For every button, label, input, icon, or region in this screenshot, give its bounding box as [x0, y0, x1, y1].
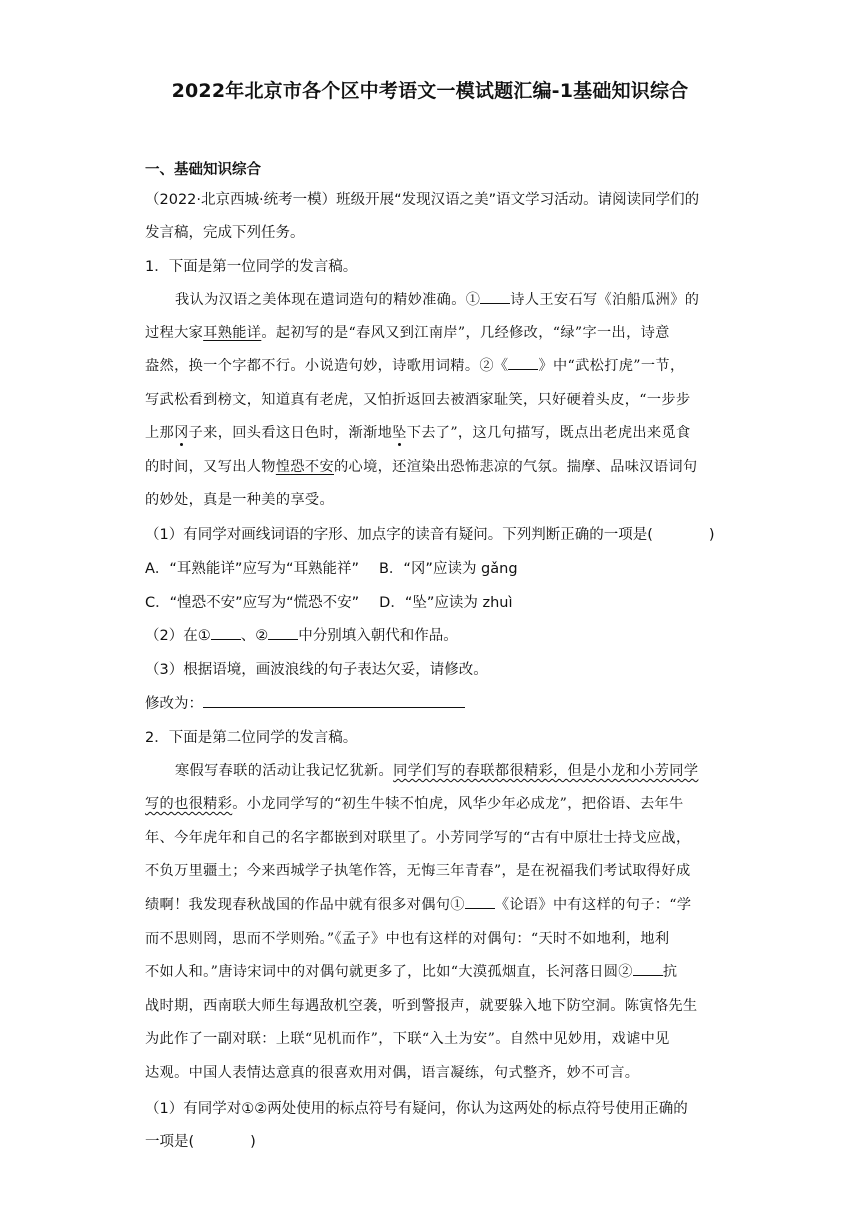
underlined-word: 惶恐不安 — [275, 459, 334, 475]
option-a[interactable]: A．“耳熟能详”应写为“耳熟能祥” — [145, 561, 359, 577]
q1-text: 的时间，又写出人物 — [145, 459, 276, 475]
q2-sub-1-line-2 — [145, 1130, 256, 1151]
q1-sub-2 — [145, 624, 458, 645]
q1-sub-3: （3）根据语境，画波浪线的句子表达欠妥，请修改。 — [145, 662, 488, 678]
q1-options-row-1 — [145, 557, 518, 578]
q1-passage-line-7: 的妙处，真是一种美的享受。 — [145, 492, 334, 508]
q1-passage-line-3 — [145, 355, 685, 375]
intro-line-1: （2022·北京西城·统考一模）班级开展“发现汉语之美”语文学习活动。请阅读同学们的 — [145, 192, 700, 208]
q2-text: 一项是( — [145, 1134, 195, 1150]
fill-blank — [480, 289, 510, 304]
q1-passage-line-6 — [145, 456, 697, 476]
q1-text: 》中“武松打虎”一节， — [538, 358, 685, 374]
q1-text: 下去了”，这几句描写，既点出老虎出来觅食 — [406, 425, 691, 441]
q2-passage-line-3: 年、今年虎年和自己的名字都嵌到对联里了。小芳同学写的“古有中原壮士持戈应战， — [145, 830, 691, 846]
fill-blank[interactable] — [211, 625, 241, 640]
q2-text: 寒假写春联的活动让我记忆犹新。 — [175, 763, 394, 779]
q1-text: 的心境，还渲染出恐怖悲凉的气氛。揣摩、品味汉语词句 — [334, 459, 698, 475]
dotted-char: 坠 — [392, 425, 407, 441]
q2-passage-line-2 — [145, 793, 684, 813]
section-heading: 一、基础知识综合 — [145, 162, 261, 178]
q1-text: 盎然，换一个字都不行。小说造句妙，诗歌用词精。②《 — [145, 358, 509, 374]
q2-text: 。小龙同学写的“初生牛犊不怕虎，风华少年必成龙”，把俗语、去年牛 — [232, 796, 684, 812]
q2-text: 抗 — [662, 964, 678, 980]
q1-text: 上那 — [145, 425, 175, 441]
q2-passage-line-9: 为此作了一副对联：上联“见机而作”，下联“入土为安”。自然中见妙用，戏谑中见 — [145, 1031, 670, 1047]
q2-passage-line-7 — [145, 961, 677, 981]
q1-text: 。起初写的是“春风又到江南岸”，几经修改，“绿”字一出，诗意 — [261, 325, 670, 341]
fill-blank — [508, 355, 538, 370]
q2-passage-line-8: 战时期，西南联大师生每遇敌机空袭，听到警报声，就要躲入地下防空洞。陈寅恪先生 — [145, 998, 698, 1014]
modify-answer-line[interactable] — [203, 693, 465, 708]
wavy-underlined-sentence: 同学们写的春联都很精彩，但是小龙和小芳同学 — [393, 763, 699, 779]
dotted-char: 冈 — [174, 425, 189, 441]
question-2-heading: 2．下面是第二位同学的发言稿。 — [145, 730, 358, 746]
q2-text: 《论语》中有这样的句子：“学 — [494, 897, 692, 913]
underlined-word: 耳熟能详 — [203, 325, 262, 341]
option-d[interactable]: D．“坠”应读为 zhuì — [379, 595, 513, 611]
q2-passage-line-4: 不负万里疆土；今来西城学子执笔作答，无悔三年青春”，是在祝福我们考试取得好成 — [145, 863, 691, 879]
fill-blank — [465, 894, 495, 909]
q1-text: 、② — [240, 628, 269, 644]
q1-text: 过程大家 — [145, 325, 204, 341]
fill-blank — [633, 961, 663, 976]
q2-sub-1-close: ) — [250, 1134, 256, 1150]
q1-text: 子来，回头看这日色时，渐渐地 — [188, 425, 393, 441]
q1-sub-1-text: （1）有同学对画线词语的字形、加点字的读音有疑问。下列判断正确的一项是( — [145, 527, 653, 543]
page-title: 2022年北京市各个区中考语文一模试题汇编-1基础知识综合 — [171, 80, 689, 102]
fill-blank[interactable] — [268, 625, 298, 640]
q1-passage-line-5 — [145, 422, 691, 442]
intro-line-2: 发言稿，完成下列任务。 — [145, 225, 305, 241]
q1-sub-1-close: ) — [708, 527, 715, 543]
q1-text: 中分别填入朝代和作品。 — [298, 628, 458, 644]
q1-text: （2）在① — [145, 628, 211, 644]
q1-text: 我认为汉语之美体现在遣词造句的精妙准确。① — [175, 292, 481, 308]
option-b[interactable]: B．“冈”应读为 gǎng — [378, 561, 518, 577]
q1-modify — [145, 692, 465, 713]
q2-passage-line-6: 而不思则罔，思而不学则殆。”《孟子》中也有这样的对偶句：“天时不如地利，地利 — [145, 931, 670, 947]
option-c[interactable]: C．“惶恐不安”应写为“慌恐不安” — [145, 595, 360, 611]
q2-text: 绩啊！我发现春秋战国的作品中就有很多对偶句① — [145, 897, 465, 913]
q1-options-row-2 — [145, 591, 513, 612]
q2-text: 不如人和。”唐诗宋词中的对偶句就更多了，比如“大漠孤烟直，长河落日圆② — [145, 964, 633, 980]
question-1-heading: 1．下面是第一位同学的发言稿。 — [145, 259, 358, 275]
modify-label: 修改为： — [145, 696, 203, 712]
q2-sub-1-line-1: （1）有同学对①②两处使用的标点符号有疑问，你认为这两处的标点符号使用正确的 — [145, 1101, 688, 1117]
wavy-underlined-sentence: 写的也很精彩 — [145, 796, 233, 812]
q2-passage-line-1 — [175, 760, 698, 780]
q2-passage-line-10: 达观。中国人表情达意真的很喜欢用对偶，语言凝练，句式整齐，妙不可言。 — [145, 1065, 640, 1081]
q2-passage-line-5 — [145, 894, 691, 914]
q1-passage-line-4: 写武松看到榜文，知道真有老虎，又怕折返回去被酒家耻笑，只好硬着头皮，“一步步 — [145, 392, 691, 408]
q1-sub-1 — [145, 523, 715, 544]
q1-text: 诗人王安石写《泊船瓜洲》的 — [510, 292, 700, 308]
q1-passage-line-2 — [145, 322, 670, 342]
q1-passage-line-1 — [175, 289, 699, 309]
